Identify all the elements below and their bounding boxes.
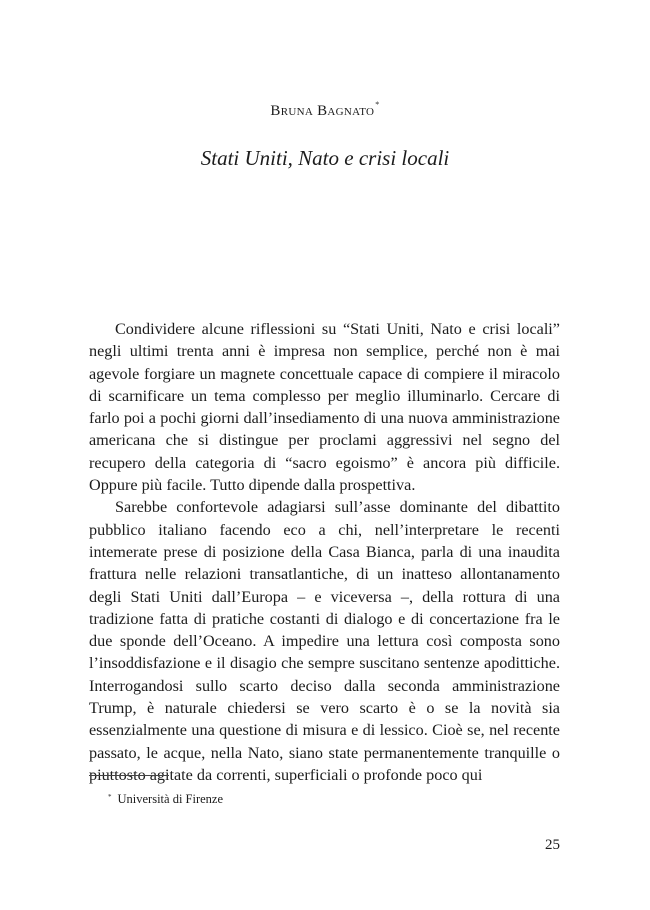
footnote-marker: * <box>108 793 112 801</box>
footnote-text: Università di Firenze <box>117 792 224 806</box>
author-name <box>0 100 650 120</box>
author-name-text: Bruna Bagnato <box>270 103 375 119</box>
page-number: 25 <box>545 837 560 853</box>
body-text <box>89 318 560 786</box>
chapter-title: Stati Uniti, Nato e crisi locali <box>200 146 450 170</box>
footnote-separator <box>89 775 169 776</box>
author-footnote-marker: * <box>375 100 380 109</box>
footnote <box>108 792 223 807</box>
paragraph: Condividere alcune riflessioni su “Stati Uniti, Nato e crisi locali” negli ultimi trenta anni è impresa non semplice, perché non è mai agevole forgiare un magnete concettuale capace di compiere il miracolo di scarnificare un tema complesso per meglio illuminarlo. Cercare di farlo poi a pochi giorni dall’insediamento di una nuova amministrazione americana che si distingue per proclami aggressivi nel segno del recupero della categoria di “sacro egoismo” è ancora più difficile. Oppure più facile. Tutto dipende dalla prospettiva. <box>89 320 560 495</box>
paragraph: Sarebbe confortevole adagiarsi sull’asse dominante del dibattito pubblico italiano facendo eco a chi, nell’interpretare le recenti intemerate prese di posizione della Casa Bianca, parla di una inaudita frattura nelle relazioni transatlantiche, di un inatteso allontanamento degli Stati Uniti dall’Europa – e viceversa –, della rottura di una tradizione fatta di pratiche costanti di dialogo e di concertazione fra le due sponde dell’Oceano. A impedire una lettura così composta sono l’insoddisfazione e il disagio che sempre suscitano sentenze apodittiche. Interrogandosi sullo scarto deciso dalla seconda amministrazione Trump, è naturale chiedersi se vero scarto è o se la novità sia essenzialmente una questione di misura e di lessico. Cioè se, nel recente passato, le acque, nella Nato, siano state permanentemente tranquille o piuttosto agitate da correnti, superficiali o profonde poco qui <box>89 498 560 784</box>
